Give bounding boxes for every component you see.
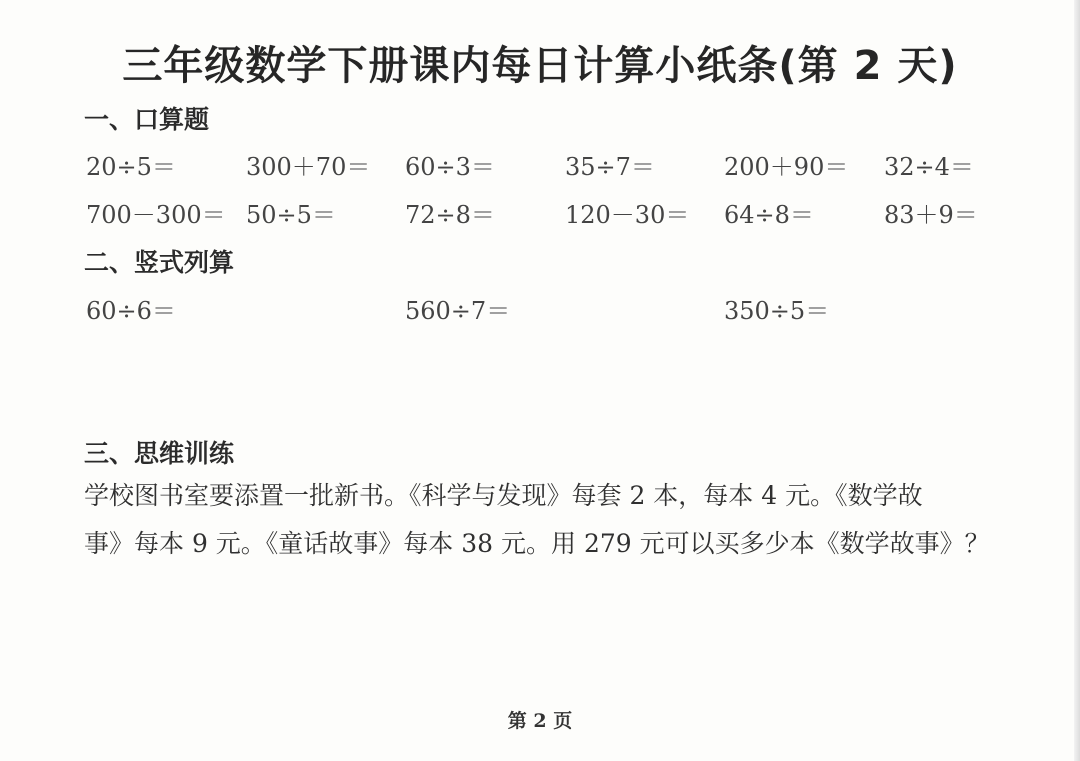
page-number: 第 2 页 (507, 710, 573, 732)
page-title: 三年级数学下册课内每日计算小纸条(第 2 天) (122, 43, 958, 89)
section-heading-oral-calculation: 一、口算题 (84, 105, 210, 134)
vertical-problem: 560÷7＝ (405, 297, 511, 325)
oral-problem: 200＋90＝ (724, 153, 849, 181)
vertical-problem: 350÷5＝ (724, 297, 830, 325)
oral-problem: 300＋70＝ (246, 153, 371, 181)
vertical-problem: 60÷6＝ (86, 297, 176, 325)
oral-problem: 32÷4＝ (884, 153, 974, 181)
word-problem-line: 学校图书室要添置一批新书。《科学与发现》每套 2 本，每本 4 元。《数学故 (84, 481, 923, 510)
oral-problem: 50÷5＝ (246, 201, 336, 229)
oral-problem: 35÷7＝ (565, 153, 655, 181)
section-heading-vertical-calculation: 二、竖式列算 (84, 248, 235, 277)
paper-edge-shadow (1074, 0, 1080, 761)
oral-problem: 60÷3＝ (405, 153, 495, 181)
oral-problem: 120－30＝ (565, 201, 690, 229)
section-heading-thinking-training: 三、思维训练 (84, 439, 235, 468)
oral-problem: 20÷5＝ (86, 153, 176, 181)
oral-problem: 700－300＝ (86, 201, 226, 229)
oral-problem: 83＋9＝ (884, 201, 978, 229)
word-problem-line: 事》每本 9 元。《童话故事》每本 38 元。用 279 元可以买多少本《数学故事》？ (84, 529, 990, 558)
oral-problem: 64÷8＝ (724, 201, 814, 229)
word-problem (84, 472, 1024, 568)
oral-problem: 72÷8＝ (405, 201, 495, 229)
